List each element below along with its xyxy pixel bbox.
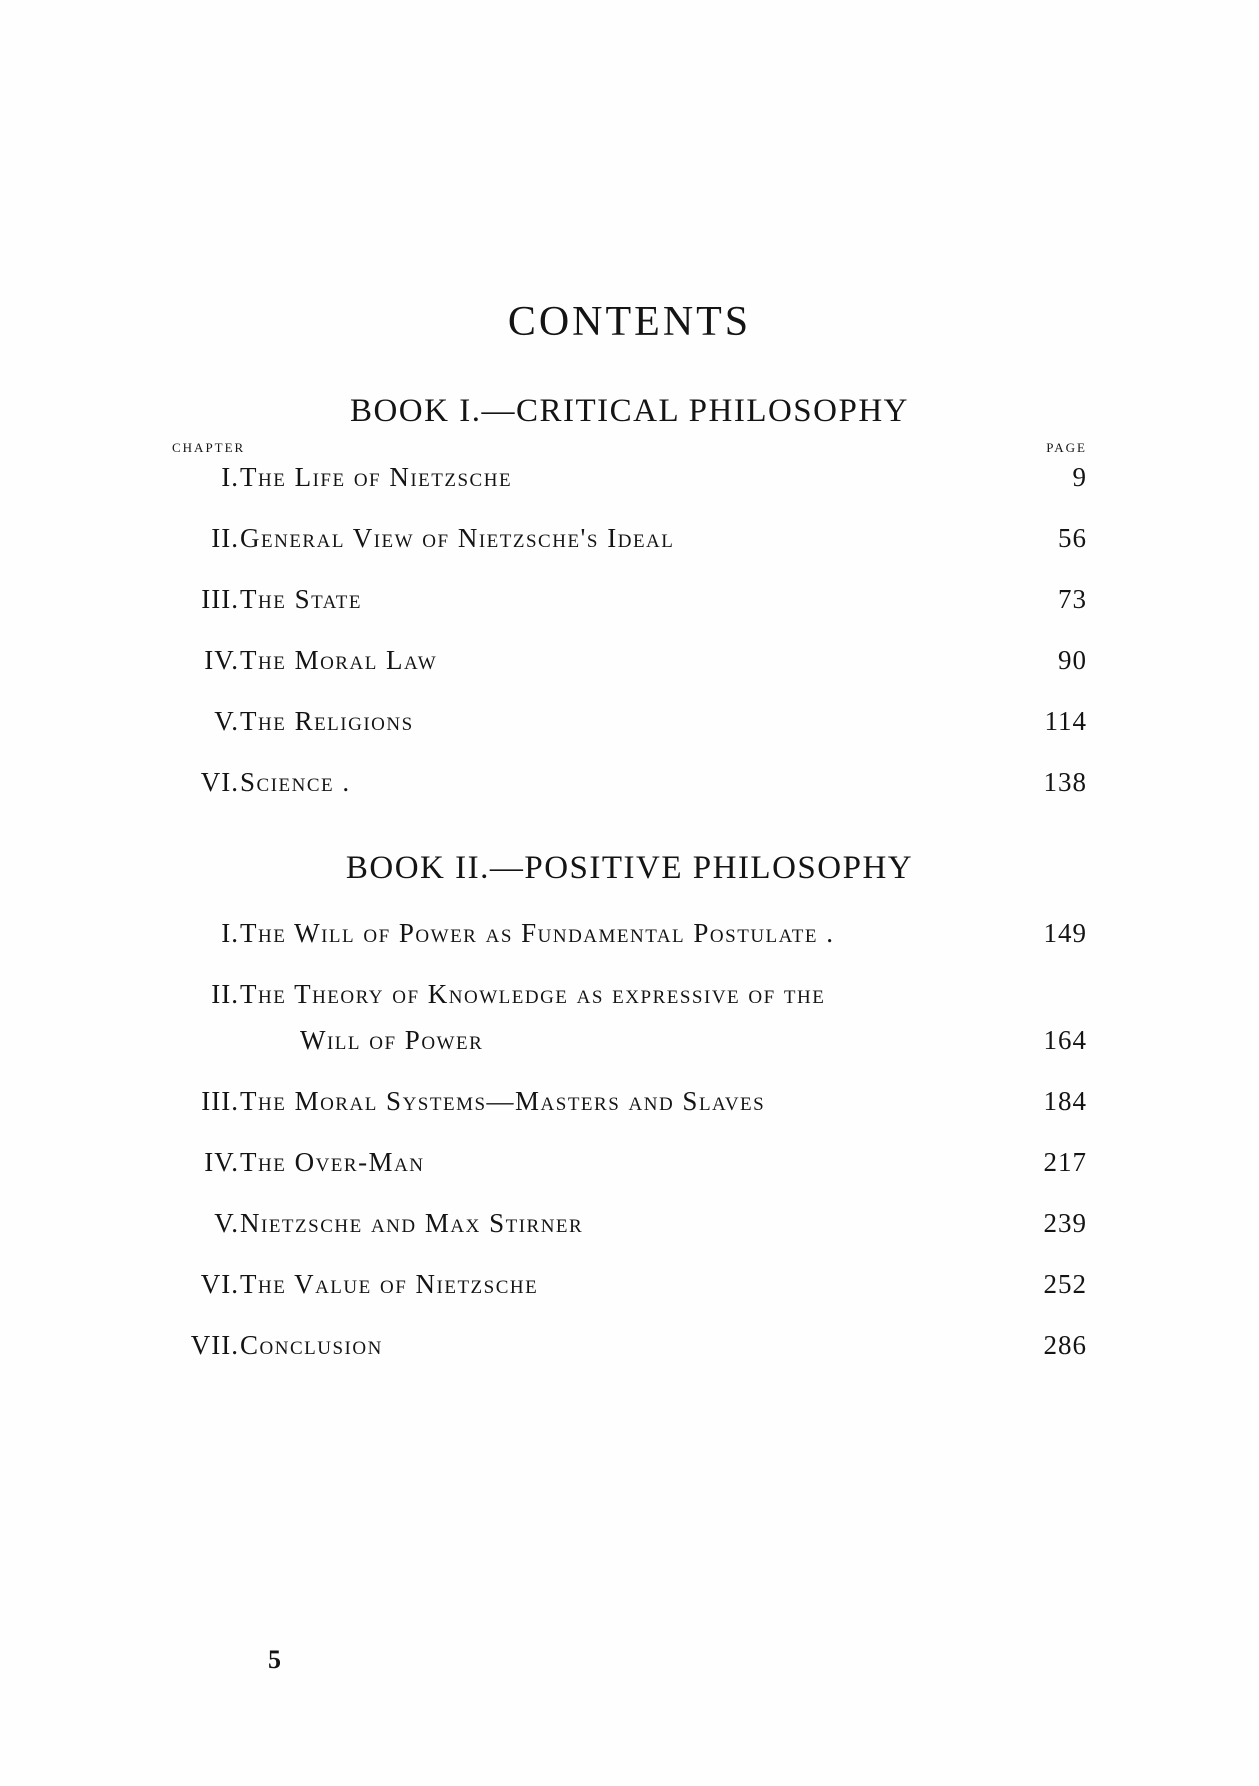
chapter-title: The Moral Law <box>240 645 438 675</box>
book1-heading: BOOK I.—CRITICAL PHILOSOPHY <box>349 393 910 429</box>
chapter-number: IV. <box>204 645 239 675</box>
toc-entry <box>0 706 1259 750</box>
page-number: 138 <box>1043 767 1087 797</box>
toc-entry <box>0 1086 1259 1130</box>
chapter-number: V. <box>214 706 239 736</box>
page-number: 217 <box>1043 1147 1087 1177</box>
chapter-number: I. <box>221 462 239 492</box>
chapter-title: The Theory of Knowledge as expressive of the <box>240 979 826 1009</box>
chapter-number: IV. <box>204 1147 239 1177</box>
chapter-title-continuation: Will of Power <box>300 1025 484 1055</box>
page-number: 184 <box>1043 1086 1087 1116</box>
page-number: 9 <box>1072 462 1087 492</box>
toc-entry <box>0 645 1259 689</box>
chapter-title: The Moral Systems—Masters and Slaves <box>240 1086 766 1116</box>
toc-entry <box>0 462 1259 506</box>
chapter-title: The State <box>240 584 362 614</box>
page-number: 73 <box>1058 584 1087 614</box>
chapter-number: VI. <box>200 767 239 797</box>
chapter-title: The Will of Power as Fundamental Postulate . <box>240 918 835 948</box>
page-number: 114 <box>1044 706 1087 736</box>
chapter-title: The Life of Nietzsche <box>240 462 513 492</box>
chapter-number: V. <box>214 1208 239 1238</box>
page-number: 56 <box>1058 523 1087 553</box>
chapter-title: Conclusion <box>240 1330 383 1360</box>
page-number: 164 <box>1043 1025 1087 1055</box>
page-number: 286 <box>1043 1330 1087 1360</box>
toc-entry <box>0 767 1259 811</box>
book2-heading: BOOK II.—POSITIVE PHILOSOPHY <box>345 850 914 886</box>
chapter-title: Nietzsche and Max Stirner <box>240 1208 584 1238</box>
toc-entry <box>0 523 1259 567</box>
chapter-number: II. <box>211 979 239 1009</box>
chapter-number: II. <box>211 523 239 553</box>
toc-entry <box>0 1330 1259 1374</box>
toc-entry <box>0 979 1259 1069</box>
chapter-title: The Over-Man <box>240 1147 425 1177</box>
toc-entry <box>0 1208 1259 1252</box>
page-title: CONTENTS <box>507 299 752 345</box>
chapter-number: VI. <box>200 1269 239 1299</box>
chapter-title: The Value of Nietzsche <box>240 1269 539 1299</box>
toc-entry <box>0 1147 1259 1191</box>
page-number: 90 <box>1058 645 1087 675</box>
chapter-number: III. <box>201 1086 239 1116</box>
page-number: 252 <box>1043 1269 1087 1299</box>
chapter-title: Science . <box>240 767 351 797</box>
page-number: 149 <box>1043 918 1087 948</box>
page-column-label: PAGE <box>1046 440 1087 455</box>
chapter-number: VII. <box>190 1330 239 1360</box>
toc-entry <box>0 918 1259 962</box>
chapter-number: III. <box>201 584 239 614</box>
toc-entry <box>0 584 1259 628</box>
page-number: 239 <box>1043 1208 1087 1238</box>
chapter-title: The Religions <box>240 706 414 736</box>
chapter-number: I. <box>221 918 239 948</box>
chapter-title: General View of Nietzsche's Ideal <box>240 523 675 553</box>
toc-entry <box>0 1269 1259 1313</box>
chapter-column-label: CHAPTER <box>172 440 246 455</box>
folio-page-number: 5 <box>268 1645 281 1674</box>
